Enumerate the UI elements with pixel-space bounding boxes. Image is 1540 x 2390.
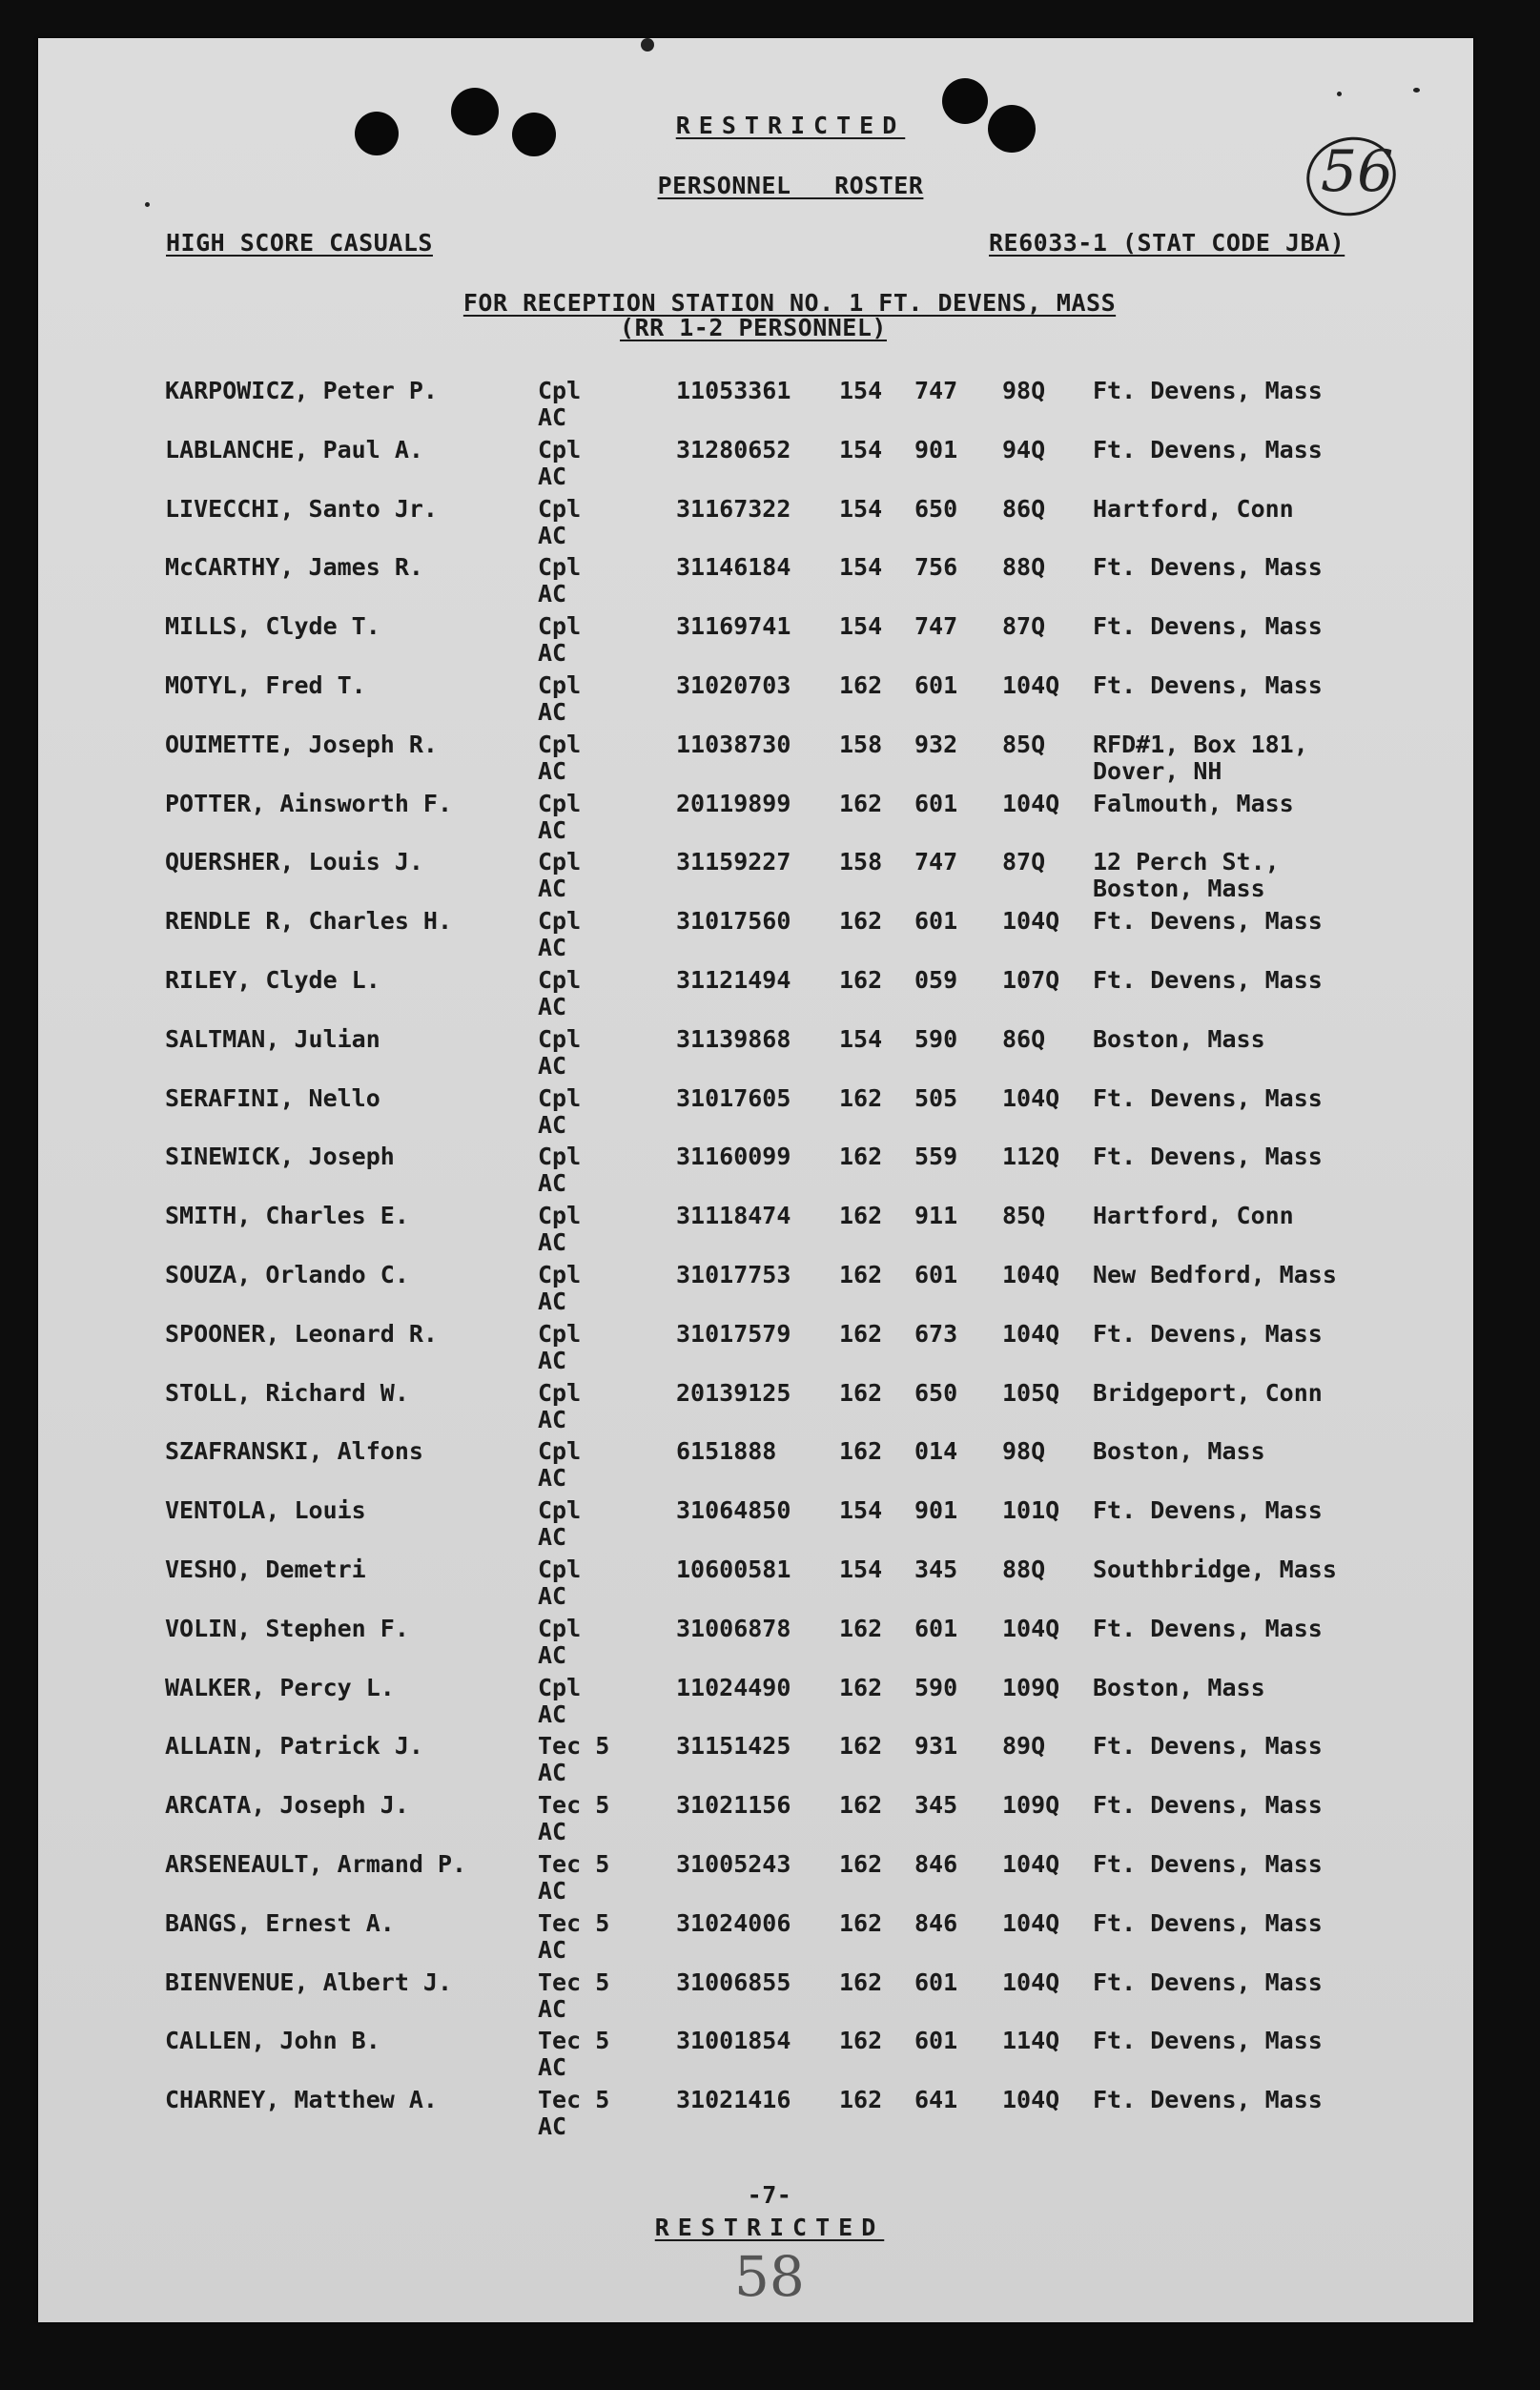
member-serial-number: 6151888 — [676, 1437, 777, 1466]
member-code-1: 162 — [839, 1083, 883, 1112]
member-grade: Cpl — [538, 907, 582, 936]
member-code-1: 154 — [839, 1556, 883, 1583]
member-name: SINEWICK, Joseph — [165, 1143, 395, 1171]
member-grade: Cpl — [538, 1673, 582, 1701]
member-serial-number: 10600581 — [676, 1556, 791, 1583]
member-grade: Cpl — [538, 848, 582, 876]
member-code-1: 162 — [839, 1614, 883, 1642]
member-score: 104Q — [1002, 1083, 1060, 1112]
member-address: Hartford, Conn — [1093, 1202, 1294, 1230]
member-code-1: 162 — [839, 1319, 883, 1348]
member-code-1: 158 — [839, 848, 883, 876]
member-grade: Cpl — [538, 553, 582, 582]
member-name: KARPOWICZ, Peter P. — [165, 377, 438, 404]
ink-speck — [1337, 92, 1342, 96]
roster-row — [38, 1969, 1473, 2027]
member-score: 105Q — [1002, 1378, 1060, 1407]
member-score: 86Q — [1002, 1024, 1046, 1053]
member-address: Ft. Devens, Mass — [1093, 1850, 1323, 1878]
member-code-2: 505 — [914, 1083, 958, 1112]
roster-row — [38, 1497, 1473, 1555]
member-code-2: 932 — [914, 730, 958, 758]
member-serial-number: 31006855 — [676, 1968, 791, 1996]
member-serial-number: 20119899 — [676, 789, 791, 817]
member-score: 104Q — [1002, 1968, 1060, 1996]
member-serial-number: 11024490 — [676, 1673, 791, 1701]
member-serial-number: 31169741 — [676, 612, 791, 641]
member-code-2: 756 — [914, 553, 958, 582]
member-code-1: 162 — [839, 1791, 883, 1820]
roster-row — [38, 1851, 1473, 1908]
member-address: Ft. Devens, Mass — [1093, 553, 1323, 582]
member-grade: Cpl — [538, 1319, 582, 1348]
member-arm: AC — [538, 815, 567, 844]
roster-row — [38, 1675, 1473, 1732]
member-arm: AC — [538, 1169, 567, 1198]
roster-row — [38, 1792, 1473, 1849]
member-code-2: 901 — [914, 435, 958, 464]
member-code-2: 059 — [914, 966, 958, 994]
member-code-2: 846 — [914, 1908, 958, 1937]
punch-hole-4 — [942, 78, 988, 124]
member-code-1: 162 — [839, 789, 883, 817]
roster-row — [38, 1616, 1473, 1673]
member-code-2: 747 — [914, 848, 958, 876]
roster-row — [38, 1143, 1473, 1201]
circled-page-number: 56 — [1321, 138, 1394, 205]
roster-row — [38, 791, 1473, 848]
member-code-1: 162 — [839, 1908, 883, 1937]
member-address: Falmouth, Mass — [1093, 789, 1294, 817]
member-grade: Cpl — [538, 612, 582, 641]
member-arm: AC — [538, 521, 567, 549]
member-code-2: 590 — [914, 1024, 958, 1053]
member-serial-number: 20139125 — [676, 1378, 791, 1407]
member-code-1: 162 — [839, 2086, 883, 2114]
member-code-2: 673 — [914, 1319, 958, 1348]
member-score: 86Q — [1002, 494, 1046, 523]
member-address: Ft. Devens, Mass — [1093, 1083, 1323, 1112]
member-address: Ft. Devens, Mass — [1093, 1732, 1323, 1761]
member-name: SZAFRANSKI, Alfons — [165, 1437, 423, 1466]
member-serial-number: 31160099 — [676, 1143, 791, 1171]
ink-speck — [1413, 88, 1420, 93]
member-arm: AC — [538, 1464, 567, 1493]
member-grade: Cpl — [538, 671, 582, 699]
member-serial-number: 31006878 — [676, 1614, 791, 1642]
member-name: SERAFINI, Nello — [165, 1083, 380, 1112]
member-code-1: 154 — [839, 612, 883, 641]
member-grade: Cpl — [538, 1143, 582, 1171]
member-name: SOUZA, Orlando C. — [165, 1261, 409, 1288]
roster-row — [38, 1733, 1473, 1790]
member-score: 89Q — [1002, 1732, 1046, 1761]
member-grade: Cpl — [538, 1437, 582, 1466]
member-grade: Tec 5 — [538, 1791, 610, 1820]
member-score: 87Q — [1002, 612, 1046, 641]
ink-speck — [641, 38, 654, 52]
member-arm: AC — [538, 1405, 567, 1433]
member-grade: Cpl — [538, 1556, 582, 1583]
member-code-2: 345 — [914, 1556, 958, 1583]
member-address: Ft. Devens, Mass — [1093, 612, 1323, 641]
roster-title: PERSONNEL ROSTER — [657, 172, 924, 199]
member-code-2: 559 — [914, 1143, 958, 1171]
member-name: RENDLE R, Charles H. — [165, 907, 453, 936]
member-serial-number: 31167322 — [676, 494, 791, 523]
member-code-2: 014 — [914, 1437, 958, 1466]
member-grade: Tec 5 — [538, 2027, 610, 2055]
member-serial-number: 31021416 — [676, 2086, 791, 2114]
member-code-1: 162 — [839, 1673, 883, 1701]
member-code-1: 162 — [839, 966, 883, 994]
member-address-line-2: Boston, Mass — [1093, 875, 1265, 903]
roster-row — [38, 1556, 1473, 1614]
member-code-2: 590 — [914, 1673, 958, 1701]
member-grade: Cpl — [538, 789, 582, 817]
member-grade: Cpl — [538, 377, 582, 404]
member-code-2: 650 — [914, 1378, 958, 1407]
member-grade: Tec 5 — [538, 1732, 610, 1761]
member-serial-number: 31064850 — [676, 1496, 791, 1525]
member-serial-number: 31151425 — [676, 1732, 791, 1761]
member-code-1: 154 — [839, 494, 883, 523]
member-serial-number: 31024006 — [676, 1908, 791, 1937]
member-arm: AC — [538, 462, 567, 490]
member-score: 104Q — [1002, 1850, 1060, 1878]
roster-row — [38, 378, 1473, 435]
member-name: POTTER, Ainsworth F. — [165, 789, 453, 817]
member-name: ARCATA, Joseph J. — [165, 1791, 409, 1820]
member-arm: AC — [538, 1994, 567, 2023]
roster-row — [38, 1085, 1473, 1143]
member-address: Ft. Devens, Mass — [1093, 1319, 1323, 1348]
roster-row — [38, 437, 1473, 494]
member-score: 114Q — [1002, 2027, 1060, 2055]
roster-row — [38, 613, 1473, 670]
member-arm: AC — [538, 403, 567, 431]
member-name: VESHO, Demetri — [165, 1556, 366, 1583]
member-grade: Cpl — [538, 966, 582, 994]
member-grade: Cpl — [538, 1083, 582, 1112]
member-code-1: 162 — [839, 1968, 883, 1996]
member-code-2: 601 — [914, 1614, 958, 1642]
member-serial-number: 31118474 — [676, 1202, 791, 1230]
member-address: Ft. Devens, Mass — [1093, 1908, 1323, 1937]
member-grade: Cpl — [538, 1496, 582, 1525]
member-address: Ft. Devens, Mass — [1093, 377, 1323, 404]
member-code-1: 154 — [839, 1024, 883, 1053]
member-arm: AC — [538, 875, 567, 903]
member-score: 85Q — [1002, 730, 1046, 758]
member-serial-number: 31159227 — [676, 848, 791, 876]
member-serial-number: 11053361 — [676, 377, 791, 404]
member-arm: AC — [538, 1640, 567, 1669]
member-address: Boston, Mass — [1093, 1437, 1265, 1466]
ink-speck — [145, 202, 150, 207]
member-address: 12 Perch St., — [1093, 848, 1280, 876]
member-grade: Cpl — [538, 1024, 582, 1053]
unit-right: RE6033-1 (STAT CODE JBA) — [989, 229, 1345, 257]
member-serial-number: 31020703 — [676, 671, 791, 699]
roster-row — [38, 731, 1473, 789]
member-arm: AC — [538, 698, 567, 726]
roster-row — [38, 1321, 1473, 1378]
roster-row — [38, 2087, 1473, 2144]
member-code-2: 911 — [914, 1202, 958, 1230]
member-grade: Tec 5 — [538, 2086, 610, 2114]
roster-row — [38, 672, 1473, 730]
member-code-2: 901 — [914, 1496, 958, 1525]
member-code-1: 162 — [839, 2027, 883, 2055]
member-grade: Cpl — [538, 1261, 582, 1288]
classification-footer: RESTRICTED — [654, 2214, 885, 2241]
station-subline: (RR 1-2 PERSONNEL) — [620, 314, 887, 341]
member-name: SALTMAN, Julian — [165, 1024, 380, 1053]
member-arm: AC — [538, 1228, 567, 1257]
punch-hole-5 — [988, 105, 1036, 153]
member-serial-number: 31017560 — [676, 907, 791, 936]
member-grade: Cpl — [538, 1378, 582, 1407]
member-address: Ft. Devens, Mass — [1093, 2086, 1323, 2114]
punch-hole-1 — [355, 112, 399, 155]
member-name: ARSENEAULT, Armand P. — [165, 1850, 467, 1878]
member-arm: AC — [538, 993, 567, 1020]
member-grade: Cpl — [538, 1202, 582, 1230]
member-grade: Cpl — [538, 1614, 582, 1642]
member-address: Boston, Mass — [1093, 1024, 1265, 1053]
member-code-1: 162 — [839, 1143, 883, 1171]
member-serial-number: 11038730 — [676, 730, 791, 758]
station-line: FOR RECEPTION STATION NO. 1 FT. DEVENS, MASS — [462, 289, 1117, 317]
member-score: 104Q — [1002, 907, 1060, 936]
member-address: Ft. Devens, Mass — [1093, 966, 1323, 994]
member-name: VENTOLA, Louis — [165, 1496, 366, 1525]
member-arm: AC — [538, 639, 567, 668]
document-page — [38, 38, 1473, 2322]
roster-row — [38, 496, 1473, 553]
member-code-2: 641 — [914, 2086, 958, 2114]
member-score: 109Q — [1002, 1673, 1060, 1701]
member-address: Ft. Devens, Mass — [1093, 907, 1323, 936]
member-address: Ft. Devens, Mass — [1093, 1968, 1323, 1996]
member-name: VOLIN, Stephen F. — [165, 1614, 409, 1642]
member-arm: AC — [538, 756, 567, 785]
member-arm: AC — [538, 1110, 567, 1139]
member-score: 104Q — [1002, 2086, 1060, 2114]
member-arm: AC — [538, 1759, 567, 1787]
member-serial-number: 31121494 — [676, 966, 791, 994]
member-code-1: 162 — [839, 1732, 883, 1761]
member-arm: AC — [538, 1288, 567, 1315]
member-code-1: 154 — [839, 435, 883, 464]
roster-row — [38, 967, 1473, 1024]
member-grade: Tec 5 — [538, 1850, 610, 1878]
page-number: -7- — [747, 2181, 792, 2209]
member-score: 98Q — [1002, 377, 1046, 404]
member-score: 104Q — [1002, 671, 1060, 699]
roster-row — [38, 1380, 1473, 1437]
roster-row — [38, 908, 1473, 965]
member-address: Southbridge, Mass — [1093, 1556, 1337, 1583]
roster-row — [38, 849, 1473, 906]
member-address: Ft. Devens, Mass — [1093, 1143, 1323, 1171]
member-code-2: 601 — [914, 2027, 958, 2055]
member-score: 88Q — [1002, 553, 1046, 582]
member-name: BIENVENUE, Albert J. — [165, 1968, 453, 1996]
member-code-2: 601 — [914, 907, 958, 936]
member-serial-number: 31139868 — [676, 1024, 791, 1053]
roster-row — [38, 1026, 1473, 1083]
member-address-line-2: Dover, NH — [1093, 756, 1222, 785]
member-score: 104Q — [1002, 1614, 1060, 1642]
punch-hole-3 — [512, 113, 556, 156]
classification-header: RESTRICTED — [675, 112, 906, 139]
member-name: ALLAIN, Patrick J. — [165, 1732, 423, 1761]
member-arm: AC — [538, 1700, 567, 1728]
member-score: 104Q — [1002, 789, 1060, 817]
member-serial-number: 31001854 — [676, 2027, 791, 2055]
member-address: Ft. Devens, Mass — [1093, 1791, 1323, 1820]
member-name: QUERSHER, Louis J. — [165, 848, 423, 876]
member-code-1: 154 — [839, 377, 883, 404]
member-address: Ft. Devens, Mass — [1093, 435, 1323, 464]
member-name: LIVECCHI, Santo Jr. — [165, 494, 438, 523]
member-score: 104Q — [1002, 1261, 1060, 1288]
roster-row — [38, 1203, 1473, 1260]
member-serial-number: 31005243 — [676, 1850, 791, 1878]
member-grade: Cpl — [538, 730, 582, 758]
member-arm: AC — [538, 1346, 567, 1374]
member-name: SPOONER, Leonard R. — [165, 1319, 438, 1348]
member-code-1: 162 — [839, 1437, 883, 1466]
member-address: New Bedford, Mass — [1093, 1261, 1337, 1288]
member-code-2: 345 — [914, 1791, 958, 1820]
member-address: Bridgeport, Conn — [1093, 1378, 1323, 1407]
member-grade: Tec 5 — [538, 1968, 610, 1996]
member-arm: AC — [538, 580, 567, 608]
member-grade: Tec 5 — [538, 1908, 610, 1937]
member-code-2: 931 — [914, 1732, 958, 1761]
member-name: RILEY, Clyde L. — [165, 966, 380, 994]
member-score: 112Q — [1002, 1143, 1060, 1171]
member-address: Ft. Devens, Mass — [1093, 2027, 1323, 2055]
member-grade: Cpl — [538, 435, 582, 464]
roster-row — [38, 1910, 1473, 1968]
member-address: Ft. Devens, Mass — [1093, 1496, 1323, 1525]
member-address: Hartford, Conn — [1093, 494, 1294, 523]
unit-left: HIGH SCORE CASUALS — [166, 229, 433, 257]
member-score: 94Q — [1002, 435, 1046, 464]
member-name: MOTYL, Fred T. — [165, 671, 366, 699]
member-name: SMITH, Charles E. — [165, 1202, 409, 1230]
member-arm: AC — [538, 1877, 567, 1905]
member-arm: AC — [538, 1935, 567, 1964]
member-arm: AC — [538, 1582, 567, 1610]
member-code-1: 162 — [839, 1850, 883, 1878]
member-arm: AC — [538, 1818, 567, 1846]
punch-hole-2 — [451, 88, 499, 135]
member-code-2: 650 — [914, 494, 958, 523]
roster-row — [38, 1438, 1473, 1495]
member-name: MILLS, Clyde T. — [165, 612, 380, 641]
member-code-2: 601 — [914, 1968, 958, 1996]
member-score: 101Q — [1002, 1496, 1060, 1525]
member-name: STOLL, Richard W. — [165, 1378, 409, 1407]
member-serial-number: 31021156 — [676, 1791, 791, 1820]
member-name: CALLEN, John B. — [165, 2027, 380, 2055]
member-serial-number: 31280652 — [676, 435, 791, 464]
member-code-2: 747 — [914, 612, 958, 641]
roster-row — [38, 1262, 1473, 1319]
member-name: OUIMETTE, Joseph R. — [165, 730, 438, 758]
member-name: BANGS, Ernest A. — [165, 1908, 395, 1937]
roster-row — [38, 554, 1473, 611]
member-score: 85Q — [1002, 1202, 1046, 1230]
member-address: Ft. Devens, Mass — [1093, 1614, 1323, 1642]
member-serial-number: 31017605 — [676, 1083, 791, 1112]
member-serial-number: 31146184 — [676, 553, 791, 582]
member-name: McCARTHY, James R. — [165, 553, 423, 582]
member-serial-number: 31017579 — [676, 1319, 791, 1348]
member-code-2: 846 — [914, 1850, 958, 1878]
member-address: RFD#1, Box 181, — [1093, 730, 1308, 758]
member-code-2: 601 — [914, 671, 958, 699]
member-code-2: 601 — [914, 1261, 958, 1288]
member-score: 107Q — [1002, 966, 1060, 994]
member-arm: AC — [538, 2053, 567, 2082]
member-score: 109Q — [1002, 1791, 1060, 1820]
member-arm: AC — [538, 1523, 567, 1552]
member-score: 87Q — [1002, 848, 1046, 876]
member-code-1: 162 — [839, 1202, 883, 1230]
member-code-1: 154 — [839, 1496, 883, 1525]
member-code-1: 162 — [839, 671, 883, 699]
member-serial-number: 31017753 — [676, 1261, 791, 1288]
member-address: Boston, Mass — [1093, 1673, 1265, 1701]
member-arm: AC — [538, 2112, 567, 2141]
handwritten-number: 58 — [734, 2244, 805, 2309]
member-name: LABLANCHE, Paul A. — [165, 435, 423, 464]
member-name: CHARNEY, Matthew A. — [165, 2086, 438, 2114]
member-score: 104Q — [1002, 1319, 1060, 1348]
member-address: Ft. Devens, Mass — [1093, 671, 1323, 699]
member-code-1: 162 — [839, 907, 883, 936]
member-name: WALKER, Percy L. — [165, 1673, 395, 1701]
member-code-2: 601 — [914, 789, 958, 817]
member-code-1: 158 — [839, 730, 883, 758]
member-code-1: 154 — [839, 553, 883, 582]
member-score: 88Q — [1002, 1556, 1046, 1583]
member-arm: AC — [538, 1051, 567, 1080]
member-grade: Cpl — [538, 494, 582, 523]
member-code-1: 162 — [839, 1378, 883, 1407]
member-score: 98Q — [1002, 1437, 1046, 1466]
roster-row — [38, 2028, 1473, 2085]
member-code-2: 747 — [914, 377, 958, 404]
member-code-1: 162 — [839, 1261, 883, 1288]
member-arm: AC — [538, 934, 567, 962]
member-score: 104Q — [1002, 1908, 1060, 1937]
